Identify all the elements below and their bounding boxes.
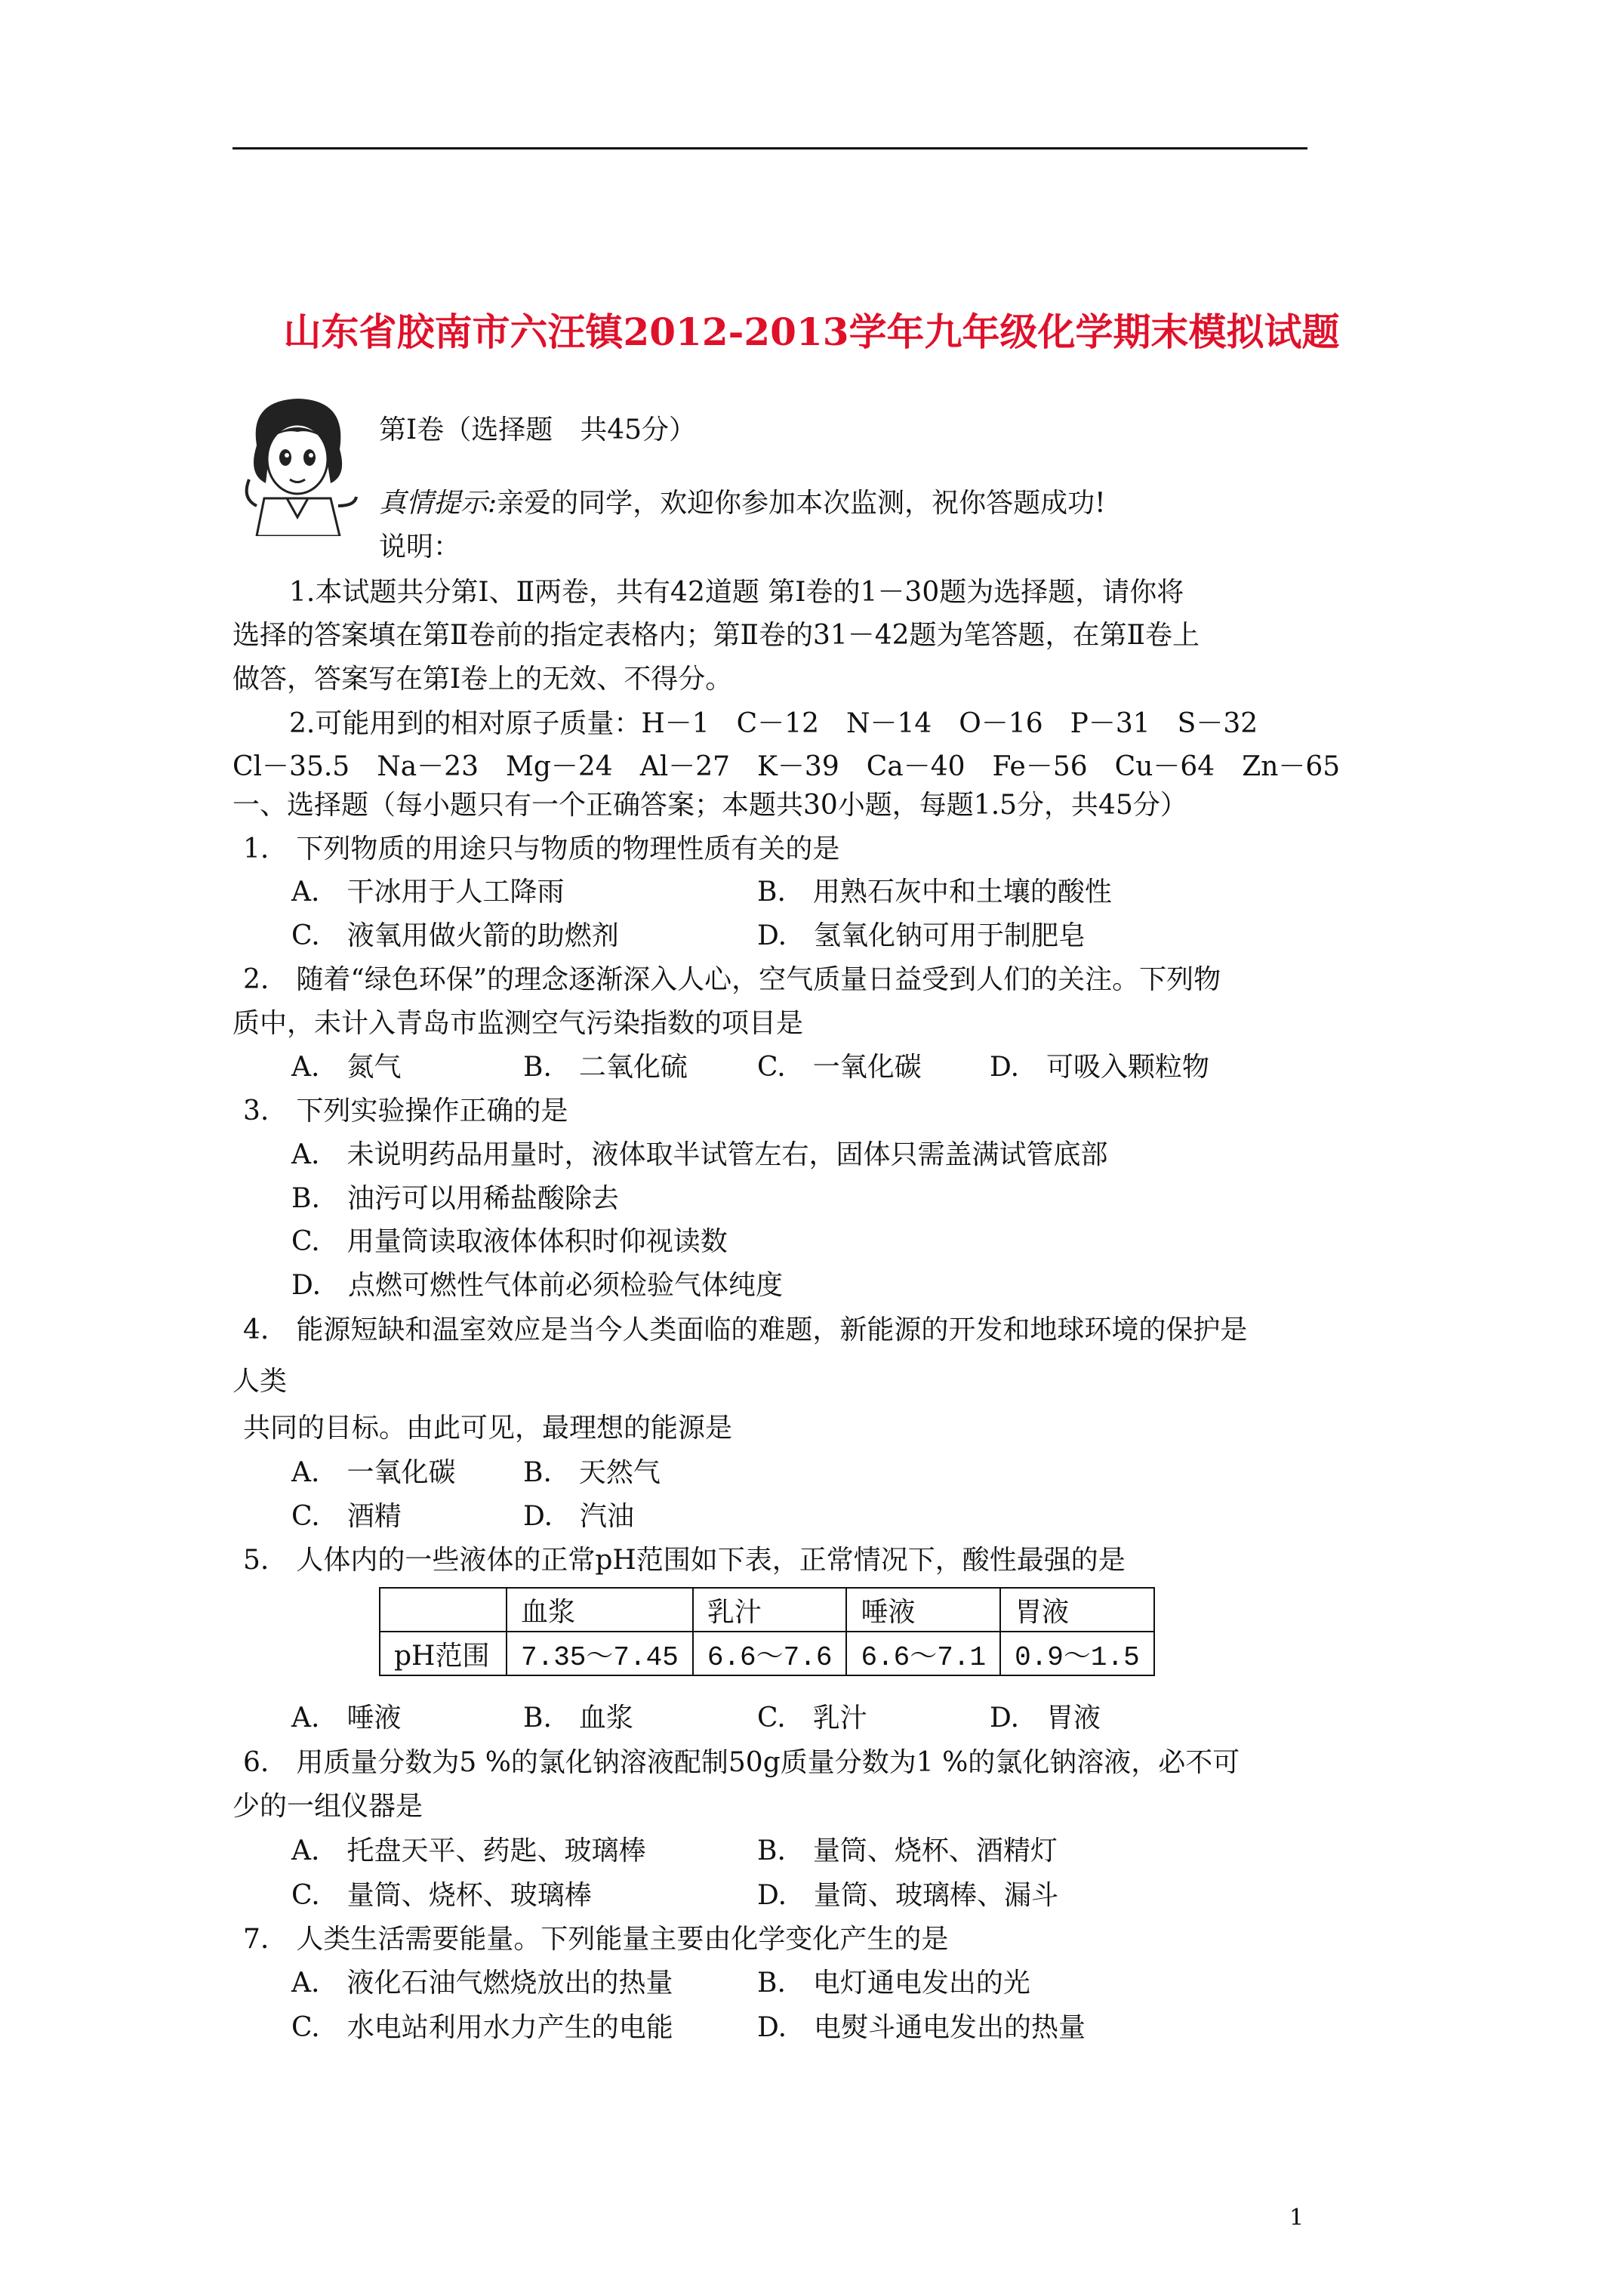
page-number: 1 bbox=[1289, 2205, 1304, 2231]
volume-heading: 第Ⅰ卷（选择题 共45分） bbox=[379, 415, 697, 445]
note1-line1: 1.本试题共分第Ⅰ、Ⅱ两卷，共有42道题 第Ⅰ卷的1－30题为选择题，请你将 bbox=[289, 577, 1184, 608]
table-header-plasma: 血浆 bbox=[507, 1588, 693, 1632]
table-cell-gastric: 0.9～1.5 bbox=[1000, 1632, 1154, 1675]
q1-option-a: A. 干冰用于人工降雨 bbox=[291, 877, 565, 908]
q1-option-d: D. 氢氧化钠可用于制肥皂 bbox=[757, 920, 1086, 951]
tip-label: 真情提示: bbox=[379, 488, 497, 519]
q2-option-c: C. 一氧化碳 bbox=[757, 1052, 922, 1083]
table-header-saliva: 唾液 bbox=[846, 1588, 1000, 1632]
q7-option-d: D. 电熨斗通电发出的热量 bbox=[757, 2012, 1086, 2043]
q5-option-b: B. 血浆 bbox=[523, 1703, 633, 1734]
q1-option-b: B. 用熟石灰中和土壤的酸性 bbox=[757, 877, 1112, 908]
q2-stem-line1: 2. 随着“绿色环保”的理念逐渐深入人心，空气质量日益受到人们的关注。下列物 bbox=[243, 964, 1221, 995]
table-cell-saliva: 6.6～7.1 bbox=[846, 1632, 1000, 1675]
notes-label: 说明： bbox=[379, 532, 461, 562]
q6-stem-line2: 少的一组仪器是 bbox=[233, 1791, 423, 1822]
note2-line2: Cl－35.5 Na－23 Mg－24 Al－27 K－39 Ca－40 Fe－56 Cu－64 Zn－65 bbox=[233, 751, 1341, 782]
q3-option-c: C. 用量筒读取液体体积时仰视读数 bbox=[291, 1226, 728, 1257]
note1-line3: 做答，答案写在第Ⅰ卷上的无效、不得分。 bbox=[233, 664, 733, 695]
teacher-mascot-illustration bbox=[234, 393, 359, 536]
q5-option-d: D. 胃液 bbox=[990, 1703, 1101, 1734]
q1-option-c: C. 液氧用做火箭的助燃剂 bbox=[291, 920, 619, 951]
q3-option-a: A. 未说明药品用量时，液体取半试管左右，固体只需盖满试管底部 bbox=[291, 1139, 1108, 1170]
note1-line2: 选择的答案填在第Ⅱ卷前的指定表格内；第Ⅱ卷的31－42题为笔答题，在第Ⅱ卷上 bbox=[233, 620, 1200, 651]
q3-stem: 3. 下列实验操作正确的是 bbox=[243, 1096, 568, 1126]
header-rule bbox=[233, 147, 1307, 149]
q6-stem-line1: 6. 用质量分数为5 %的氯化钠溶液配制50g质量分数为1 %的氯化钠溶液，必不可 bbox=[243, 1747, 1240, 1778]
q3-option-d: D. 点燃可燃性气体前必须检验气体纯度 bbox=[291, 1270, 784, 1301]
q5-stem: 5. 人体内的一些液体的正常pH范围如下表，正常情况下，酸性最强的是 bbox=[243, 1545, 1126, 1576]
q4-option-d: D. 汽油 bbox=[523, 1501, 635, 1532]
table-row-label: pH范围 bbox=[380, 1632, 507, 1675]
note2-line1: 2.可能用到的相对原子质量：H－1 C－12 N－14 O－16 P－31 S－32 bbox=[289, 708, 1258, 739]
table-header-gastric: 胃液 bbox=[1000, 1588, 1154, 1632]
table-header-milk: 乳汁 bbox=[693, 1588, 847, 1632]
q4-option-c: C. 酒精 bbox=[291, 1501, 402, 1532]
q5-option-a: A. 唾液 bbox=[291, 1703, 402, 1734]
section-heading: 一、选择题（每小题只有一个正确答案；本题共30小题，每题1.5分，共45分） bbox=[233, 790, 1187, 821]
table-cell-plasma: 7.35～7.45 bbox=[507, 1632, 693, 1675]
table-row bbox=[380, 1632, 1154, 1675]
q2-option-d: D. 可吸入颗粒物 bbox=[990, 1052, 1210, 1083]
q4-stem-line2: 人类 bbox=[233, 1366, 288, 1397]
q1-stem: 1. 下列物质的用途只与物质的物理性质有关的是 bbox=[243, 834, 840, 864]
q7-option-c: C. 水电站利用水力产生的电能 bbox=[291, 2012, 673, 2043]
document-title: 山东省胶南市六汪镇2012-2013学年九年级化学期末模拟试题 bbox=[283, 310, 1340, 354]
q3-option-b: B. 油污可以用稀盐酸除去 bbox=[291, 1183, 619, 1214]
q4-option-a: A. 一氧化碳 bbox=[291, 1457, 456, 1488]
table-header-empty bbox=[380, 1588, 507, 1632]
q4-option-b: B. 天然气 bbox=[523, 1457, 661, 1488]
q4-stem-line3: 共同的目标。由此可见，最理想的能源是 bbox=[243, 1413, 733, 1444]
q4-stem-line1: 4. 能源短缺和温室效应是当今人类面临的难题，新能源的开发和地球环境的保护是 bbox=[243, 1314, 1248, 1345]
tip-line bbox=[379, 487, 1106, 520]
q7-stem: 7. 人类生活需要能量。下列能量主要由化学变化产生的是 bbox=[243, 1924, 949, 1955]
ph-range-table bbox=[379, 1587, 1155, 1676]
q6-option-c: C. 量筒、烧杯、玻璃棒 bbox=[291, 1880, 592, 1911]
q2-stem-line2: 质中，未计入青岛市监测空气污染指数的项目是 bbox=[233, 1008, 804, 1039]
q6-option-a: A. 托盘天平、药匙、玻璃棒 bbox=[291, 1835, 646, 1866]
q7-option-b: B. 电灯通电发出的光 bbox=[757, 1968, 1030, 1999]
tip-text: 亲爱的同学，欢迎你参加本次监测，祝你答题成功! bbox=[497, 488, 1106, 519]
q5-option-c: C. 乳汁 bbox=[757, 1703, 867, 1734]
q6-option-b: B. 量筒、烧杯、酒精灯 bbox=[757, 1835, 1058, 1866]
q2-option-a: A. 氮气 bbox=[291, 1052, 402, 1083]
q6-option-d: D. 量筒、玻璃棒、漏斗 bbox=[757, 1880, 1059, 1911]
q2-option-b: B. 二氧化硫 bbox=[523, 1052, 688, 1083]
table-header-row bbox=[380, 1588, 1154, 1632]
table-cell-milk: 6.6～7.6 bbox=[693, 1632, 847, 1675]
q7-option-a: A. 液化石油气燃烧放出的热量 bbox=[291, 1968, 673, 1999]
